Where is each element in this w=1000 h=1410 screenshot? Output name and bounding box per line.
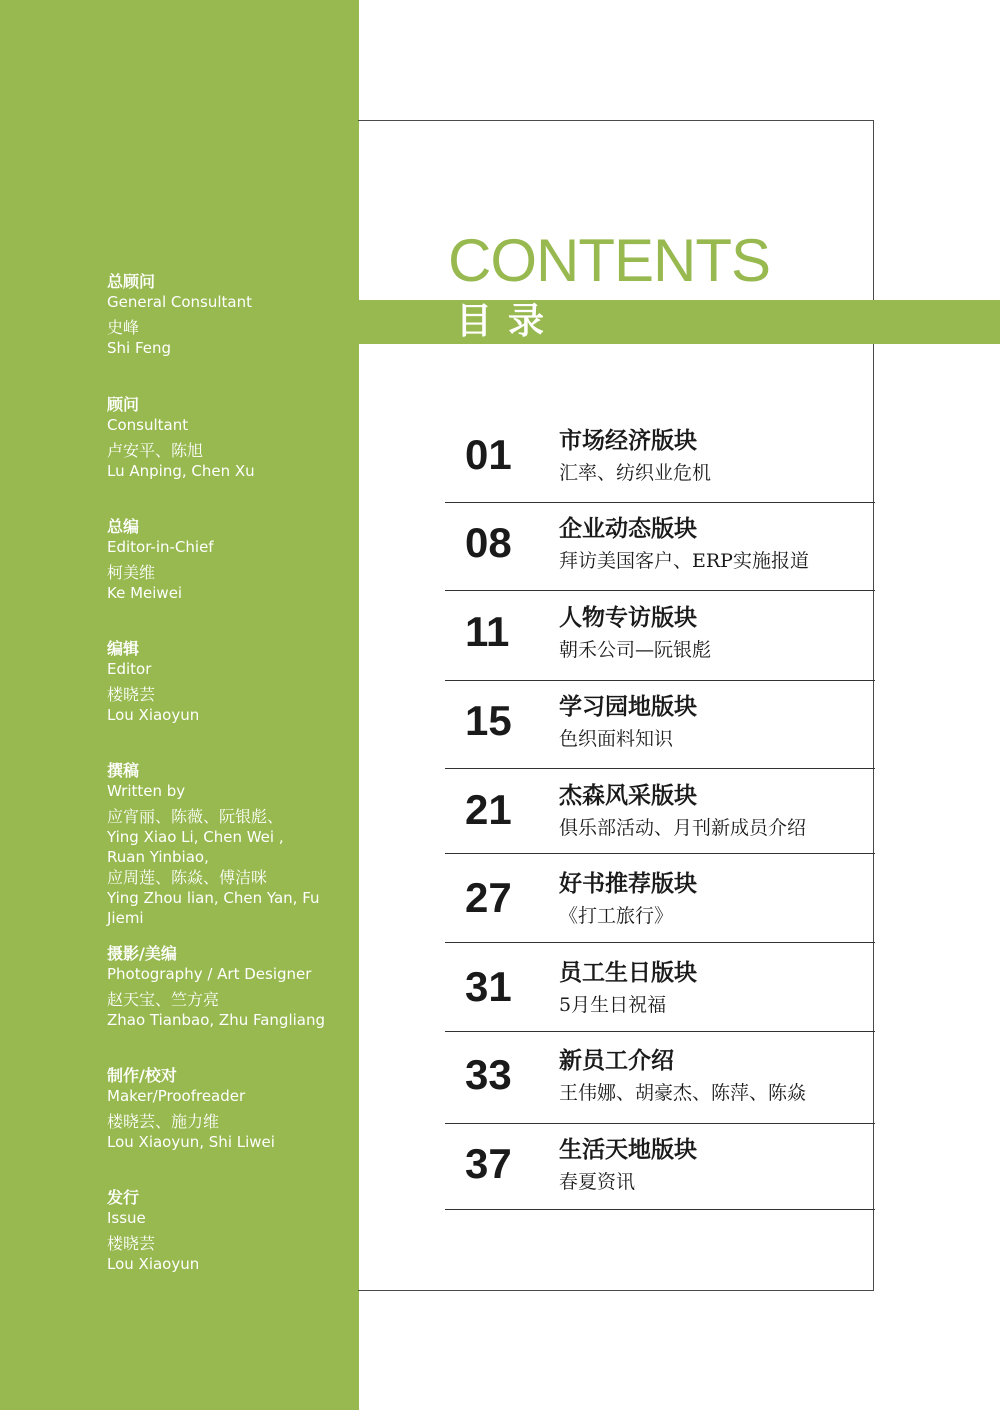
toc-section-subtitle: 汇率、纺织业危机 (559, 462, 712, 484)
toc-divider (445, 590, 875, 591)
toc-page-number: 11 (465, 608, 510, 655)
role-label-en: Consultant (107, 416, 189, 434)
toc-page-number: 37 (465, 1140, 512, 1187)
role-label-cn: 总顾问 (107, 272, 156, 291)
toc-divider (445, 942, 875, 943)
role-label-en: Maker/Proofreader (107, 1087, 246, 1105)
toc-section-title: 人物专访版块 (559, 605, 697, 631)
toc-page-number: 08 (465, 519, 512, 566)
role-label-cn: 发行 (107, 1188, 140, 1207)
toc-section-title: 员工生日版块 (559, 960, 697, 986)
toc-page-number: 31 (465, 963, 512, 1010)
toc-section-subtitle: 春夏资讯 (559, 1171, 636, 1193)
role-label-cn: 制作/校对 (107, 1066, 177, 1085)
person-name-cn: 楼晓芸、施力维 (107, 1112, 220, 1131)
toc-divider (445, 680, 875, 681)
credit-editor (107, 639, 199, 725)
role-label-en: Issue (107, 1209, 146, 1227)
person-name-en: Lou Xiaoyun (107, 1255, 200, 1273)
role-label-cn: 顾问 (107, 395, 140, 414)
toc-section-title: 企业动态版块 (559, 516, 697, 542)
credit-photography (107, 944, 325, 1030)
toc-section-subtitle: 《打工旅行》 (559, 905, 674, 927)
person-name-en: Zhao Tianbao, Zhu Fangliang (107, 1011, 325, 1029)
credit-issue (107, 1188, 199, 1274)
toc-section-title: 好书推荐版块 (559, 871, 697, 897)
toc-section-title: 学习园地版块 (559, 694, 697, 720)
role-label-en: Written by (107, 782, 186, 800)
credit-editor-in-chief (107, 517, 214, 603)
role-label-en: General Consultant (107, 293, 252, 311)
toc-section-title: 新员工介绍 (559, 1048, 674, 1074)
contents-heading: CONTENTS (448, 227, 770, 294)
person-name-cn: 史峰 (107, 318, 140, 337)
role-label-cn: 总编 (107, 517, 140, 536)
role-label-en: Editor-in-Chief (107, 538, 214, 556)
credit-written-by (107, 761, 359, 928)
toc-divider (445, 1209, 875, 1210)
contents-heading-cn: 目录 (456, 301, 561, 342)
toc-page-number: 33 (465, 1051, 512, 1098)
person-name-en: Lou Xiaoyun, Shi Liwei (107, 1133, 275, 1151)
toc-section-title: 市场经济版块 (559, 428, 697, 454)
person-name-en: Lou Xiaoyun (107, 706, 200, 724)
role-label-en: Photography / Art Designer (107, 965, 312, 983)
credit-maker-proofreader (107, 1066, 275, 1152)
person-name-cn: 赵天宝、竺方亮 (107, 990, 220, 1009)
role-label-cn: 编辑 (107, 639, 140, 658)
toc-page-number: 21 (465, 786, 512, 833)
person-name-en: Ying Xiao Li, Chen Wei , (107, 828, 284, 846)
role-label-cn: 撰稿 (107, 761, 140, 780)
person-name-cn: 楼晓芸 (107, 685, 156, 704)
toc-divider (445, 768, 875, 769)
toc-page-number: 01 (465, 431, 512, 478)
toc-section-title: 杰森风采版块 (559, 783, 697, 809)
toc-page-number: 15 (465, 697, 512, 744)
person-name-en: Lu Anping, Chen Xu (107, 462, 255, 480)
toc-section-subtitle: 5月生日祝福 (559, 994, 667, 1016)
person-name-cn: 应宵丽、陈薇、阮银彪、 (107, 807, 284, 826)
credits-sidebar (0, 0, 359, 1410)
toc-section-title: 生活天地版块 (559, 1137, 697, 1163)
toc-section-subtitle: 王伟娜、胡豪杰、陈萍、陈焱 (559, 1082, 807, 1104)
credit-general-consultant (107, 272, 252, 358)
toc-divider (445, 853, 875, 854)
toc-divider (445, 1123, 875, 1124)
role-label-cn: 摄影/美编 (107, 944, 177, 963)
toc-divider (445, 502, 875, 503)
credit-consultant (107, 395, 255, 481)
toc-page-number: 27 (465, 874, 512, 921)
person-name-en: Shi Feng (107, 339, 172, 357)
person-name-en: Ruan Yinbiao, (107, 848, 209, 866)
person-name-cn: 应周莲、陈焱、傅洁咪 (107, 868, 268, 887)
person-name-cn: 卢安平、陈旭 (107, 441, 204, 460)
toc-divider (445, 1031, 875, 1032)
toc-section-subtitle: 俱乐部活动、月刊新成员介绍 (559, 817, 807, 839)
role-label-en: Editor (107, 660, 152, 678)
toc-section-subtitle: 拜访美国客户、ERP实施报道 (559, 550, 809, 572)
person-name-cn: 柯美维 (107, 563, 156, 582)
toc-section-subtitle: 朝禾公司—阮银彪 (559, 639, 712, 661)
person-name-en: Ke Meiwei (107, 584, 183, 602)
person-name-en: Ying Zhou lian, Chen Yan, Fu Jiemi (107, 889, 320, 927)
person-name-cn: 楼晓芸 (107, 1234, 156, 1253)
toc-section-subtitle: 色织面料知识 (559, 728, 674, 750)
